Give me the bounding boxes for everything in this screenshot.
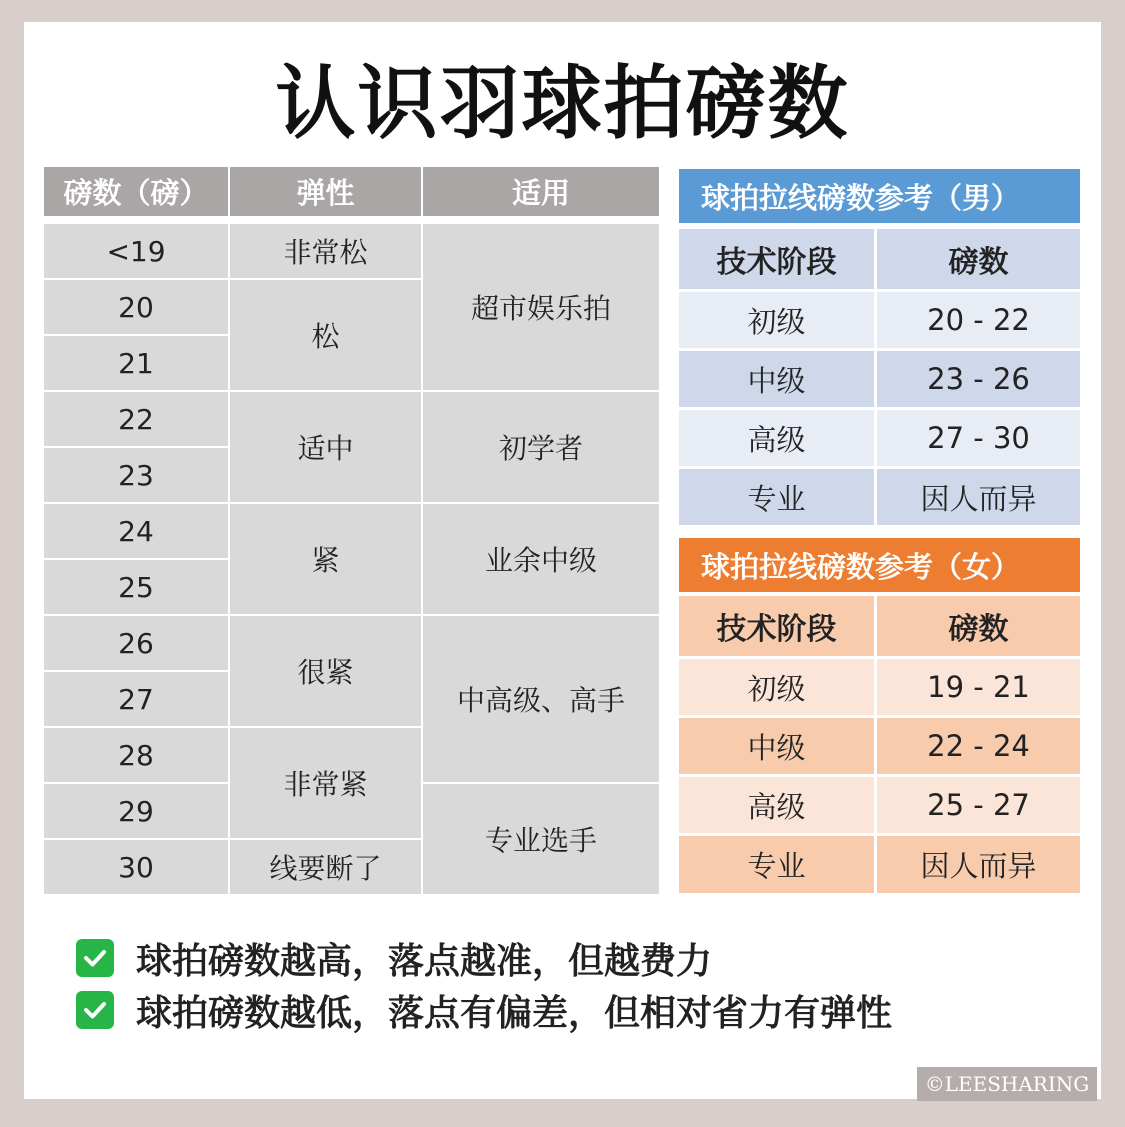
header-lbs: 磅数（磅） — [44, 167, 230, 222]
infographic-card — [24, 22, 1101, 1099]
header-suitable: 适用 — [423, 167, 659, 222]
note-text: 球拍磅数越低，落点有偏差，但相对省力有弹性 — [136, 992, 893, 1034]
lbs-cell: 因人而异 — [877, 836, 1080, 893]
stage-cell: 高级 — [679, 410, 877, 469]
men-table-title: 球拍拉线磅数参考（男） — [679, 169, 1080, 223]
elasticity-cell: 非常紧 — [230, 728, 423, 840]
lbs-cell: 24 — [44, 504, 230, 560]
stage-cell: 初级 — [679, 659, 877, 718]
suitable-cell: 初学者 — [423, 392, 659, 504]
suitable-cell: 中高级、高手 — [423, 616, 659, 784]
header-lbs: 磅数 — [877, 596, 1080, 659]
checkmark-icon — [76, 939, 114, 977]
header-elasticity: 弹性 — [230, 167, 423, 222]
elasticity-cell: 适中 — [230, 392, 423, 504]
lbs-cell: 23 - 26 — [877, 351, 1080, 410]
stage-cell: 中级 — [679, 718, 877, 777]
women-reference-table — [679, 538, 1080, 893]
stage-cell: 中级 — [679, 351, 877, 410]
lbs-cell: 27 — [44, 672, 230, 728]
lbs-cell: 因人而异 — [877, 469, 1080, 525]
lbs-cell: 28 — [44, 728, 230, 784]
header-lbs: 磅数 — [877, 229, 1080, 292]
note-item — [76, 984, 892, 1036]
lbs-cell: 26 — [44, 616, 230, 672]
men-reference-table — [679, 169, 1080, 525]
lbs-cell: 22 - 24 — [877, 718, 1080, 777]
lbs-cell: 25 - 27 — [877, 777, 1080, 836]
header-stage: 技术阶段 — [679, 596, 877, 659]
elasticity-cell: 紧 — [230, 504, 423, 616]
elasticity-cell: 很紧 — [230, 616, 423, 728]
suitable-cell: 专业选手 — [423, 784, 659, 896]
note-item — [76, 932, 892, 984]
watermark: ©LEESHARING — [917, 1067, 1097, 1101]
elasticity-cell: 非常松 — [230, 224, 423, 280]
lbs-cell: <19 — [44, 224, 230, 280]
elasticity-cell: 松 — [230, 280, 423, 392]
elasticity-cell: 线要断了 — [230, 840, 423, 896]
lbs-cell: 30 — [44, 840, 230, 896]
lbs-cell: 25 — [44, 560, 230, 616]
stage-cell: 专业 — [679, 469, 877, 525]
lbs-cell: 23 — [44, 448, 230, 504]
women-table-title: 球拍拉线磅数参考（女） — [679, 538, 1080, 592]
suitable-cell: 业余中级 — [423, 504, 659, 616]
stage-cell: 高级 — [679, 777, 877, 836]
lbs-cell: 20 — [44, 280, 230, 336]
lbs-cell: 27 - 30 — [877, 410, 1080, 469]
lbs-cell: 20 - 22 — [877, 292, 1080, 351]
notes-list — [76, 932, 892, 1036]
lbs-cell: 29 — [44, 784, 230, 840]
suitable-cell: 超市娱乐拍 — [423, 224, 659, 392]
header-stage: 技术阶段 — [679, 229, 877, 292]
note-text: 球拍磅数越高，落点越准，但越费力 — [136, 940, 713, 982]
checkmark-icon — [76, 991, 114, 1029]
lbs-cell: 19 - 21 — [877, 659, 1080, 718]
page-title: 认识羽球拍磅数 — [275, 57, 850, 150]
lbs-cell: 21 — [44, 336, 230, 392]
lbs-cell: 22 — [44, 392, 230, 448]
stage-cell: 专业 — [679, 836, 877, 893]
stage-cell: 初级 — [679, 292, 877, 351]
